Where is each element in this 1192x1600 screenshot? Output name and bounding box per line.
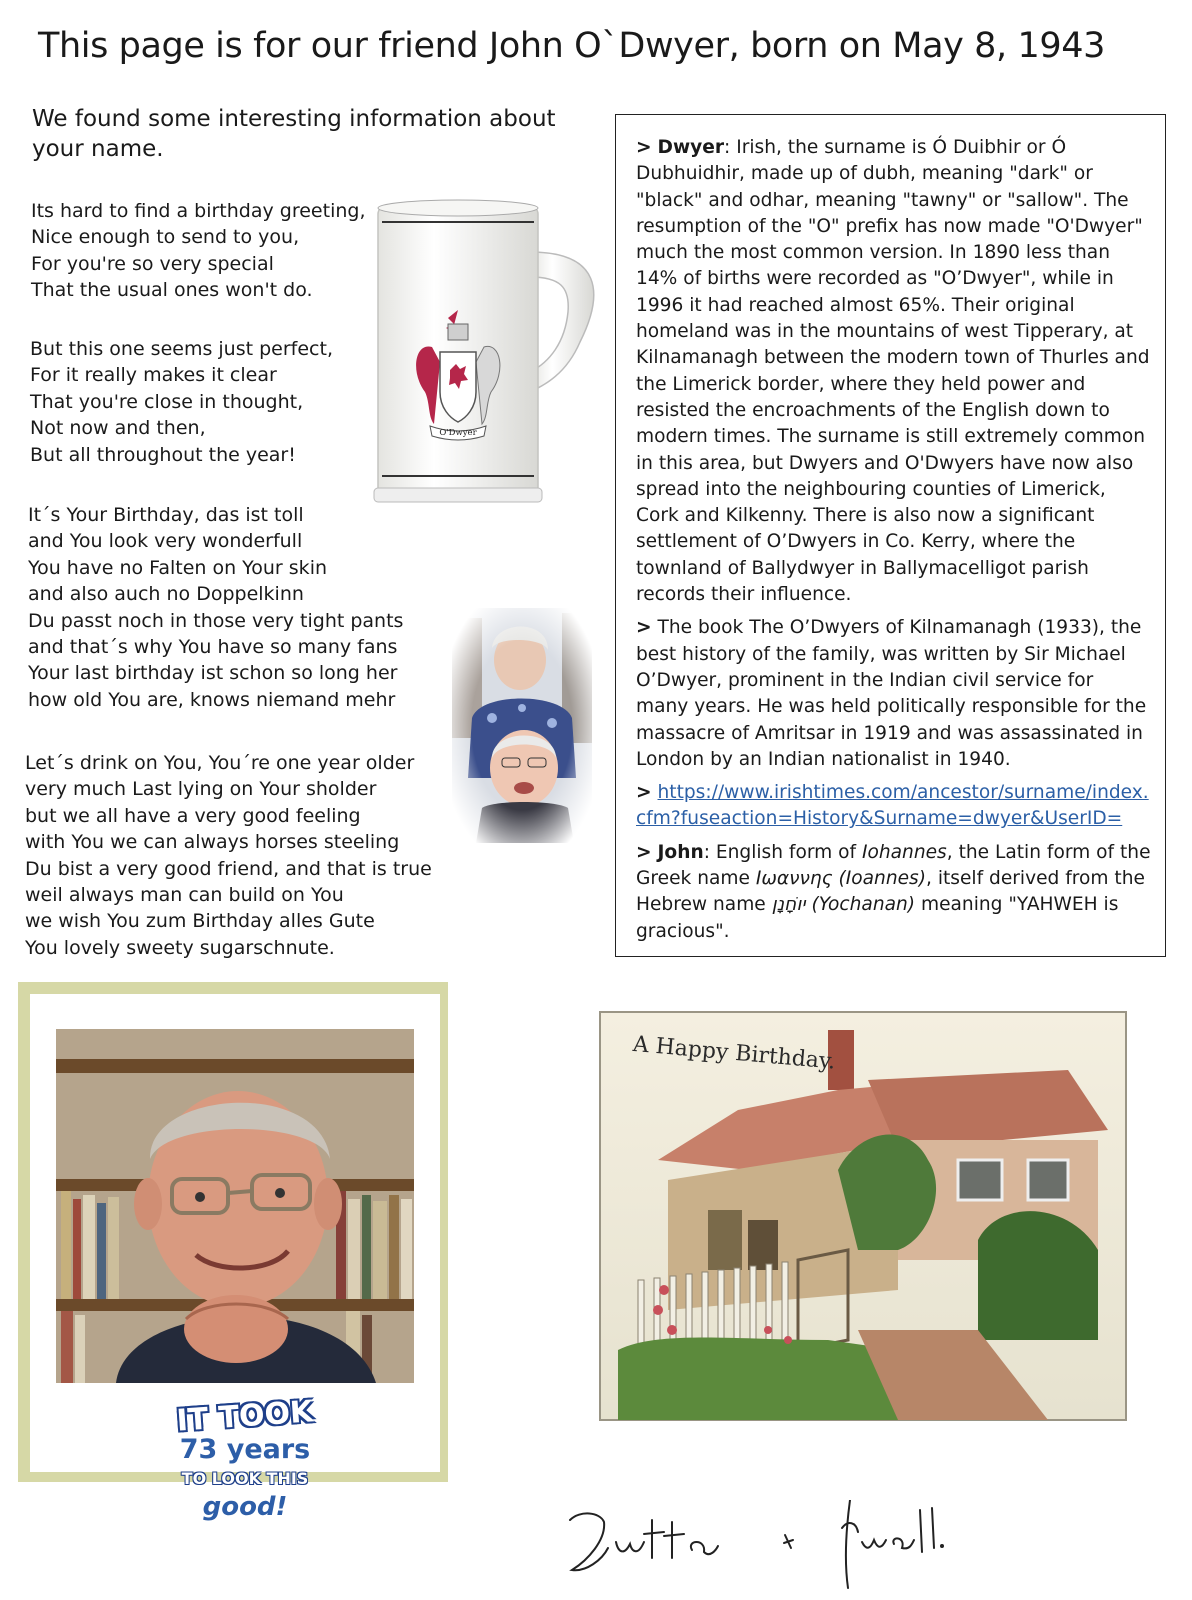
poem-stanza-4 bbox=[25, 750, 432, 961]
john-text: , itself derived from the Hebrew name bbox=[636, 868, 1145, 916]
poem-line: we wish You zum Birthday alles Gute bbox=[25, 910, 375, 933]
arrow-marker: > bbox=[636, 617, 652, 639]
john-term: John bbox=[657, 841, 704, 863]
poem-line: But all throughout the year! bbox=[30, 443, 296, 466]
hebrew-term: יוֹחָנָן (Yochanan) bbox=[771, 894, 916, 916]
john-text: meaning "YAHWEH is gracious". bbox=[636, 894, 1119, 942]
badge-line-2: 73 years bbox=[179, 1434, 311, 1465]
arrow-marker: > bbox=[636, 841, 652, 863]
book-entry bbox=[636, 615, 1151, 773]
beer-stein-image bbox=[370, 192, 610, 522]
poem-stanza-3 bbox=[28, 502, 403, 713]
book-description: The book The O’Dwyers of Kilnamanagh (1933), the best history of the family, was written by Sir Michael O’Dwyer, prominent in the Indian civil service for many years. He was held politically responsible for the massacre of Amritsar in 1919 and was assassinated in London by an Indian nationalist in 1940. bbox=[636, 617, 1147, 770]
badge-line-3: TO LOOK THIS bbox=[181, 1469, 309, 1488]
dwyer-description: : Irish, the surname is Ó Duibhir or Ó Dubhuidhir, made up of dubh, meaning "dark" or "black" and odhar, meaning "tawny" or "sallow". The resumption of the "O" prefix has now made "O'Dwyer" much the most common version. In 1890 less than 14% of births were recorded as "O’Dwyer", while in 1996 it had reached almost 65%. Their original homeland was in the mountains of west Tipperary, at Kilnamanagh between the modern town of Thurles and the Limerick border, where they held power and resisted the encroachments of the English down to modern times. The surname is still extremely common in this area, but Dwyers and O'Dwyers have now also spread into the neighbouring counties of Limerick, Cork and Kilkenny. There is also now a significant settlement of O’Dwyers in Co. Kerry, where the townland of Ballydwyer in Ballymacelligot parish records their influence. bbox=[636, 137, 1150, 606]
poem-line: Not now and then, bbox=[30, 417, 206, 440]
poem-line: and that´s why You have so many fans bbox=[28, 635, 398, 658]
john-entry bbox=[636, 840, 1151, 945]
age-badge bbox=[160, 1394, 330, 1560]
poem-line: It´s Your Birthday, das ist toll bbox=[28, 504, 304, 526]
dwyer-term: Dwyer bbox=[657, 137, 725, 158]
poem-line: Let´s drink on You, You´re one year older bbox=[25, 752, 415, 774]
intro-text: We found some interesting information about your name. bbox=[32, 106, 556, 162]
poem-line: Nice enough to send to you, bbox=[31, 226, 300, 249]
poem-line: very much Last lying on Your sholder bbox=[25, 778, 377, 801]
couple-photo bbox=[452, 608, 592, 843]
badge-line-1: IT TOOK bbox=[175, 1394, 315, 1439]
john-portrait-photo bbox=[56, 1029, 414, 1383]
poem-stanza-2 bbox=[30, 336, 333, 468]
arrow-marker: > bbox=[636, 782, 652, 804]
name-info-box bbox=[615, 114, 1166, 957]
handwritten-signature bbox=[560, 1500, 1000, 1590]
poem-line: and also auch no Doppelkinn bbox=[28, 583, 304, 606]
poem-line: weil always man can build on You bbox=[25, 883, 344, 906]
poem-line: You lovely sweety sugarschnute. bbox=[25, 936, 335, 959]
poem-line: You have no Falten on Your skin bbox=[28, 556, 328, 579]
arrow-marker: > bbox=[636, 137, 652, 158]
poem-line: For it really makes it clear bbox=[30, 364, 277, 387]
poem-line: and You look very wonderfull bbox=[28, 530, 303, 553]
john-text: : English form of bbox=[703, 841, 863, 863]
svg-text:O'Dwyer: O'Dwyer bbox=[439, 428, 477, 438]
john-text: , the Latin form of the Greek name bbox=[636, 841, 1151, 890]
poem-line: Your last birthday ist schon so long her bbox=[28, 662, 398, 685]
page-title: This page is for our friend John O`Dwyer, born on May 8, 1943 bbox=[38, 26, 1105, 66]
poem-line: Du passt noch in those very tight pants bbox=[28, 609, 404, 632]
badge-line-4: good! bbox=[202, 1492, 288, 1522]
poem-line: but we all have a very good feeling bbox=[25, 804, 361, 827]
poem-line: That the usual ones won't do. bbox=[31, 279, 313, 302]
dwyer-entry bbox=[636, 135, 1151, 608]
poem-line: with You we can always horses steeling bbox=[25, 831, 400, 854]
irishtimes-link[interactable]: https://www.irishtimes.com/ancestor/surname/index.cfm?fuseaction=History&Surname=dwyer&UserID= bbox=[636, 782, 1149, 830]
vintage-birthday-postcard bbox=[598, 1010, 1128, 1422]
iohannes-term: Iohannes bbox=[862, 841, 947, 863]
poem-line: Du bist a very good friend, and that is true bbox=[25, 857, 432, 880]
poem-line: Its hard to find a birthday greeting, bbox=[31, 200, 366, 222]
poem-line: That you're close in thought, bbox=[30, 390, 304, 413]
greek-term: Ιωαννης (Ioannes) bbox=[755, 868, 926, 890]
poem-line: how old You are, knows niemand mehr bbox=[28, 688, 396, 711]
link-entry bbox=[636, 780, 1151, 833]
poem-line: But this one seems just perfect, bbox=[30, 338, 333, 360]
postcard-title: A Happy Birthday. bbox=[631, 1032, 837, 1075]
poem-line: For you're so very special bbox=[31, 252, 274, 275]
poem-stanza-1 bbox=[31, 198, 366, 304]
